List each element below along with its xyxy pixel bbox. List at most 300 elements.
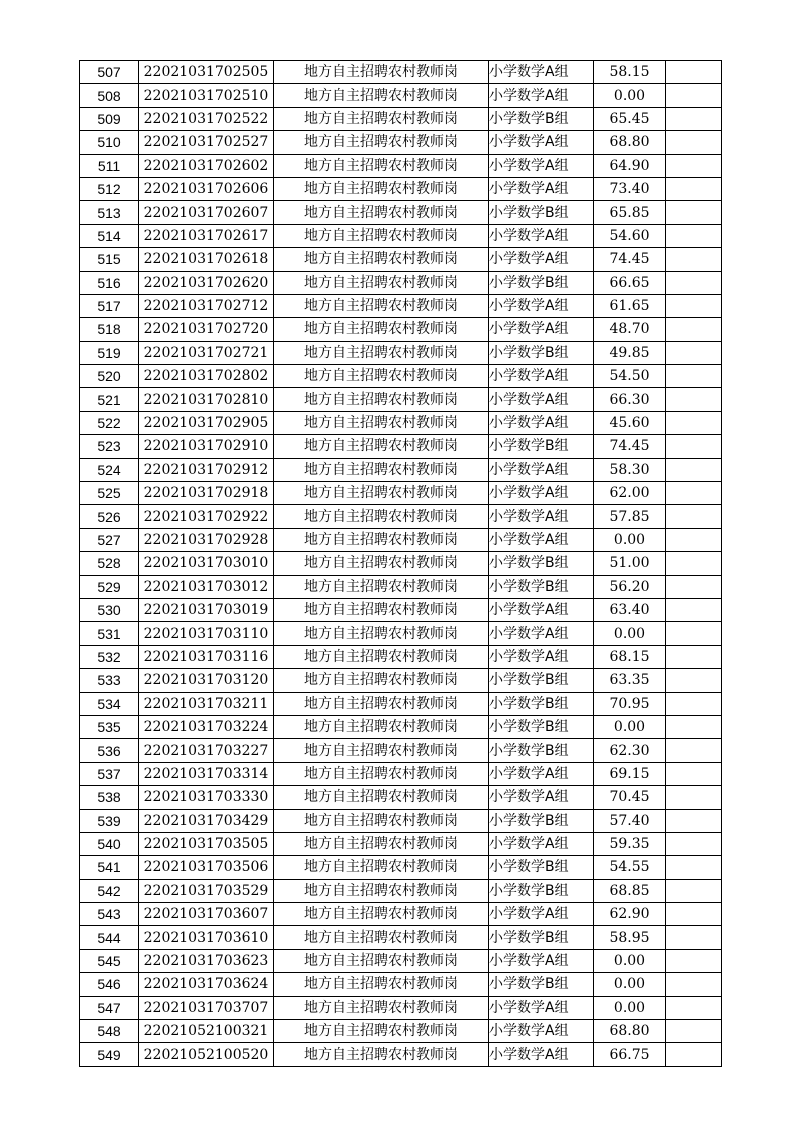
position-cell: 地方自主招聘农村教师岗 <box>274 201 489 224</box>
table-row <box>80 669 722 692</box>
remark-cell <box>666 552 722 575</box>
score-cell: 74.45 <box>594 435 666 458</box>
score-cell: 57.40 <box>594 809 666 832</box>
position-cell: 地方自主招聘农村教师岗 <box>274 1043 489 1066</box>
table-row <box>80 271 722 294</box>
subject-group-cell: 小学数学A组 <box>489 645 594 668</box>
score-cell: 45.60 <box>594 411 666 434</box>
table-row <box>80 645 722 668</box>
remark-cell <box>666 1043 722 1066</box>
exam-id-cell: 22021031703330 <box>139 786 274 809</box>
score-cell: 0.00 <box>594 949 666 972</box>
exam-id-cell: 22021031703116 <box>139 645 274 668</box>
subject-group-cell: 小学数学A组 <box>489 411 594 434</box>
score-cell: 0.00 <box>594 622 666 645</box>
table-row <box>80 832 722 855</box>
score-cell: 58.30 <box>594 458 666 481</box>
position-cell: 地方自主招聘农村教师岗 <box>274 318 489 341</box>
score-cell: 62.00 <box>594 482 666 505</box>
table-row <box>80 131 722 154</box>
subject-group-cell: 小学数学B组 <box>489 715 594 738</box>
score-cell: 66.65 <box>594 271 666 294</box>
table-row <box>80 1020 722 1043</box>
row-number-cell: 520 <box>80 365 139 388</box>
score-cell: 63.40 <box>594 598 666 621</box>
exam-id-cell: 22021052100520 <box>139 1043 274 1066</box>
row-number-cell: 521 <box>80 388 139 411</box>
exam-id-cell: 22021031702712 <box>139 294 274 317</box>
position-cell: 地方自主招聘农村教师岗 <box>274 832 489 855</box>
score-cell: 66.30 <box>594 388 666 411</box>
remark-cell <box>666 177 722 200</box>
remark-cell <box>666 973 722 996</box>
subject-group-cell: 小学数学A组 <box>489 84 594 107</box>
subject-group-cell: 小学数学B组 <box>489 879 594 902</box>
subject-group-cell: 小学数学B组 <box>489 926 594 949</box>
remark-cell <box>666 598 722 621</box>
score-cell: 66.75 <box>594 1043 666 1066</box>
score-table <box>79 60 722 1067</box>
score-cell: 48.70 <box>594 318 666 341</box>
exam-id-cell: 22021031703224 <box>139 715 274 738</box>
position-cell: 地方自主招聘农村教师岗 <box>274 505 489 528</box>
exam-id-cell: 22021031702527 <box>139 131 274 154</box>
row-number-cell: 513 <box>80 201 139 224</box>
row-number-cell: 524 <box>80 458 139 481</box>
position-cell: 地方自主招聘农村教师岗 <box>274 154 489 177</box>
score-cell: 62.30 <box>594 739 666 762</box>
exam-id-cell: 22021031702620 <box>139 271 274 294</box>
subject-group-cell: 小学数学A组 <box>489 622 594 645</box>
exam-id-cell: 22021031702522 <box>139 107 274 130</box>
table-row <box>80 411 722 434</box>
row-number-cell: 529 <box>80 575 139 598</box>
exam-id-cell: 22021031702720 <box>139 318 274 341</box>
score-cell: 73.40 <box>594 177 666 200</box>
table-row <box>80 458 722 481</box>
table-row <box>80 365 722 388</box>
exam-id-cell: 22021031702617 <box>139 224 274 247</box>
exam-id-cell: 22021031702912 <box>139 458 274 481</box>
remark-cell <box>666 388 722 411</box>
exam-id-cell: 22021031702510 <box>139 84 274 107</box>
row-number-cell: 532 <box>80 645 139 668</box>
score-cell: 69.15 <box>594 762 666 785</box>
exam-id-cell: 22021031702922 <box>139 505 274 528</box>
subject-group-cell: 小学数学A组 <box>489 903 594 926</box>
remark-cell <box>666 739 722 762</box>
table-row <box>80 879 722 902</box>
position-cell: 地方自主招聘农村教师岗 <box>274 224 489 247</box>
row-number-cell: 525 <box>80 482 139 505</box>
score-cell: 0.00 <box>594 996 666 1019</box>
subject-group-cell: 小学数学A组 <box>489 482 594 505</box>
row-number-cell: 544 <box>80 926 139 949</box>
remark-cell <box>666 131 722 154</box>
position-cell: 地方自主招聘农村教师岗 <box>274 973 489 996</box>
table-row <box>80 598 722 621</box>
exam-id-cell: 22021031703227 <box>139 739 274 762</box>
position-cell: 地方自主招聘农村教师岗 <box>274 809 489 832</box>
subject-group-cell: 小学数学B组 <box>489 809 594 832</box>
remark-cell <box>666 107 722 130</box>
position-cell: 地方自主招聘农村教师岗 <box>274 715 489 738</box>
row-number-cell: 537 <box>80 762 139 785</box>
table-row <box>80 1043 722 1066</box>
score-cell: 57.85 <box>594 505 666 528</box>
remark-cell <box>666 926 722 949</box>
remark-cell <box>666 786 722 809</box>
row-number-cell: 527 <box>80 528 139 551</box>
exam-id-cell: 22021031702905 <box>139 411 274 434</box>
score-cell: 61.65 <box>594 294 666 317</box>
position-cell: 地方自主招聘农村教师岗 <box>274 552 489 575</box>
score-cell: 54.55 <box>594 856 666 879</box>
subject-group-cell: 小学数学A组 <box>489 832 594 855</box>
row-number-cell: 507 <box>80 61 139 84</box>
row-number-cell: 517 <box>80 294 139 317</box>
position-cell: 地方自主招聘农村教师岗 <box>274 177 489 200</box>
score-cell: 65.85 <box>594 201 666 224</box>
score-cell: 68.15 <box>594 645 666 668</box>
row-number-cell: 516 <box>80 271 139 294</box>
position-cell: 地方自主招聘农村教师岗 <box>274 598 489 621</box>
remark-cell <box>666 201 722 224</box>
table-row <box>80 505 722 528</box>
table-row <box>80 201 722 224</box>
score-cell: 54.60 <box>594 224 666 247</box>
subject-group-cell: 小学数学A组 <box>489 528 594 551</box>
table-row <box>80 739 722 762</box>
score-cell: 62.90 <box>594 903 666 926</box>
score-cell: 68.80 <box>594 131 666 154</box>
position-cell: 地方自主招聘农村教师岗 <box>274 84 489 107</box>
exam-id-cell: 22021031703010 <box>139 552 274 575</box>
row-number-cell: 538 <box>80 786 139 809</box>
position-cell: 地方自主招聘农村教师岗 <box>274 388 489 411</box>
row-number-cell: 515 <box>80 248 139 271</box>
exam-id-cell: 22021031703623 <box>139 949 274 972</box>
remark-cell <box>666 248 722 271</box>
exam-id-cell: 22021031703607 <box>139 903 274 926</box>
table-row <box>80 786 722 809</box>
table-row <box>80 107 722 130</box>
table-row <box>80 926 722 949</box>
score-cell: 49.85 <box>594 341 666 364</box>
score-cell: 0.00 <box>594 973 666 996</box>
subject-group-cell: 小学数学B组 <box>489 692 594 715</box>
exam-id-cell: 22021052100321 <box>139 1020 274 1043</box>
row-number-cell: 549 <box>80 1043 139 1066</box>
exam-id-cell: 22021031703120 <box>139 669 274 692</box>
remark-cell <box>666 715 722 738</box>
exam-id-cell: 22021031702607 <box>139 201 274 224</box>
remark-cell <box>666 294 722 317</box>
position-cell: 地方自主招聘农村教师岗 <box>274 622 489 645</box>
subject-group-cell: 小学数学B组 <box>489 856 594 879</box>
score-cell: 70.95 <box>594 692 666 715</box>
remark-cell <box>666 575 722 598</box>
remark-cell <box>666 271 722 294</box>
remark-cell <box>666 505 722 528</box>
subject-group-cell: 小学数学A组 <box>489 154 594 177</box>
table-row <box>80 154 722 177</box>
subject-group-cell: 小学数学B组 <box>489 107 594 130</box>
subject-group-cell: 小学数学B组 <box>489 341 594 364</box>
position-cell: 地方自主招聘农村教师岗 <box>274 949 489 972</box>
row-number-cell: 533 <box>80 669 139 692</box>
remark-cell <box>666 669 722 692</box>
subject-group-cell: 小学数学A组 <box>489 318 594 341</box>
exam-id-cell: 22021031703529 <box>139 879 274 902</box>
table-row <box>80 318 722 341</box>
subject-group-cell: 小学数学A组 <box>489 248 594 271</box>
table-row <box>80 949 722 972</box>
remark-cell <box>666 318 722 341</box>
exam-id-cell: 22021031703610 <box>139 926 274 949</box>
position-cell: 地方自主招聘农村教师岗 <box>274 692 489 715</box>
position-cell: 地方自主招聘农村教师岗 <box>274 1020 489 1043</box>
position-cell: 地方自主招聘农村教师岗 <box>274 786 489 809</box>
subject-group-cell: 小学数学A组 <box>489 458 594 481</box>
exam-id-cell: 22021031702810 <box>139 388 274 411</box>
position-cell: 地方自主招聘农村教师岗 <box>274 411 489 434</box>
position-cell: 地方自主招聘农村教师岗 <box>274 879 489 902</box>
row-number-cell: 523 <box>80 435 139 458</box>
score-cell: 0.00 <box>594 528 666 551</box>
subject-group-cell: 小学数学A组 <box>489 365 594 388</box>
table-row <box>80 715 722 738</box>
position-cell: 地方自主招聘农村教师岗 <box>274 365 489 388</box>
score-cell: 54.50 <box>594 365 666 388</box>
score-cell: 58.15 <box>594 61 666 84</box>
table-row <box>80 84 722 107</box>
row-number-cell: 534 <box>80 692 139 715</box>
position-cell: 地方自主招聘农村教师岗 <box>274 248 489 271</box>
remark-cell <box>666 154 722 177</box>
exam-id-cell: 22021031702910 <box>139 435 274 458</box>
table-row <box>80 622 722 645</box>
table-row <box>80 552 722 575</box>
remark-cell <box>666 832 722 855</box>
remark-cell <box>666 1020 722 1043</box>
position-cell: 地方自主招聘农村教师岗 <box>274 341 489 364</box>
remark-cell <box>666 84 722 107</box>
remark-cell <box>666 762 722 785</box>
row-number-cell: 541 <box>80 856 139 879</box>
position-cell: 地方自主招聘农村教师岗 <box>274 271 489 294</box>
score-cell: 58.95 <box>594 926 666 949</box>
score-cell: 65.45 <box>594 107 666 130</box>
subject-group-cell: 小学数学A组 <box>489 131 594 154</box>
row-number-cell: 531 <box>80 622 139 645</box>
position-cell: 地方自主招聘农村教师岗 <box>274 61 489 84</box>
table-row <box>80 482 722 505</box>
position-cell: 地方自主招聘农村教师岗 <box>274 458 489 481</box>
score-cell: 56.20 <box>594 575 666 598</box>
table-row <box>80 903 722 926</box>
table-row <box>80 692 722 715</box>
position-cell: 地方自主招聘农村教师岗 <box>274 762 489 785</box>
subject-group-cell: 小学数学A组 <box>489 762 594 785</box>
row-number-cell: 526 <box>80 505 139 528</box>
exam-id-cell: 22021031702618 <box>139 248 274 271</box>
score-cell: 68.85 <box>594 879 666 902</box>
subject-group-cell: 小学数学B组 <box>489 552 594 575</box>
row-number-cell: 535 <box>80 715 139 738</box>
remark-cell <box>666 61 722 84</box>
exam-id-cell: 22021031702802 <box>139 365 274 388</box>
position-cell: 地方自主招聘农村教师岗 <box>274 856 489 879</box>
exam-id-cell: 22021031703506 <box>139 856 274 879</box>
position-cell: 地方自主招聘农村教师岗 <box>274 131 489 154</box>
subject-group-cell: 小学数学B组 <box>489 973 594 996</box>
score-cell: 63.35 <box>594 669 666 692</box>
remark-cell <box>666 622 722 645</box>
position-cell: 地方自主招聘农村教师岗 <box>274 645 489 668</box>
row-number-cell: 511 <box>80 154 139 177</box>
score-cell: 68.80 <box>594 1020 666 1043</box>
table-row <box>80 61 722 84</box>
score-cell: 70.45 <box>594 786 666 809</box>
position-cell: 地方自主招聘农村教师岗 <box>274 435 489 458</box>
row-number-cell: 514 <box>80 224 139 247</box>
exam-id-cell: 22021031703505 <box>139 832 274 855</box>
position-cell: 地方自主招聘农村教师岗 <box>274 903 489 926</box>
score-cell: 64.90 <box>594 154 666 177</box>
row-number-cell: 519 <box>80 341 139 364</box>
exam-id-cell: 22021031703012 <box>139 575 274 598</box>
subject-group-cell: 小学数学A组 <box>489 224 594 247</box>
table-row <box>80 177 722 200</box>
row-number-cell: 536 <box>80 739 139 762</box>
position-cell: 地方自主招聘农村教师岗 <box>274 294 489 317</box>
row-number-cell: 542 <box>80 879 139 902</box>
score-cell: 59.35 <box>594 832 666 855</box>
remark-cell <box>666 856 722 879</box>
table-row <box>80 809 722 832</box>
subject-group-cell: 小学数学A组 <box>489 1020 594 1043</box>
row-number-cell: 547 <box>80 996 139 1019</box>
position-cell: 地方自主招聘农村教师岗 <box>274 107 489 130</box>
exam-id-cell: 22021031702918 <box>139 482 274 505</box>
remark-cell <box>666 341 722 364</box>
remark-cell <box>666 692 722 715</box>
exam-id-cell: 22021031702928 <box>139 528 274 551</box>
subject-group-cell: 小学数学A组 <box>489 996 594 1019</box>
remark-cell <box>666 528 722 551</box>
subject-group-cell: 小学数学B组 <box>489 271 594 294</box>
score-table-body <box>80 61 722 1067</box>
row-number-cell: 539 <box>80 809 139 832</box>
subject-group-cell: 小学数学A组 <box>489 598 594 621</box>
position-cell: 地方自主招聘农村教师岗 <box>274 739 489 762</box>
row-number-cell: 528 <box>80 552 139 575</box>
subject-group-cell: 小学数学A组 <box>489 505 594 528</box>
row-number-cell: 508 <box>80 84 139 107</box>
exam-id-cell: 22021031702505 <box>139 61 274 84</box>
remark-cell <box>666 879 722 902</box>
row-number-cell: 522 <box>80 411 139 434</box>
subject-group-cell: 小学数学B组 <box>489 739 594 762</box>
exam-id-cell: 22021031702602 <box>139 154 274 177</box>
subject-group-cell: 小学数学B组 <box>489 201 594 224</box>
position-cell: 地方自主招聘农村教师岗 <box>274 482 489 505</box>
exam-id-cell: 22021031703624 <box>139 973 274 996</box>
position-cell: 地方自主招聘农村教师岗 <box>274 996 489 1019</box>
score-cell: 74.45 <box>594 248 666 271</box>
row-number-cell: 548 <box>80 1020 139 1043</box>
table-row <box>80 435 722 458</box>
subject-group-cell: 小学数学A组 <box>489 949 594 972</box>
table-row <box>80 996 722 1019</box>
row-number-cell: 512 <box>80 177 139 200</box>
subject-group-cell: 小学数学A组 <box>489 388 594 411</box>
row-number-cell: 510 <box>80 131 139 154</box>
remark-cell <box>666 482 722 505</box>
table-row <box>80 341 722 364</box>
table-row <box>80 224 722 247</box>
remark-cell <box>666 365 722 388</box>
table-row <box>80 248 722 271</box>
table-row <box>80 575 722 598</box>
subject-group-cell: 小学数学B组 <box>489 575 594 598</box>
score-cell: 0.00 <box>594 715 666 738</box>
row-number-cell: 540 <box>80 832 139 855</box>
subject-group-cell: 小学数学A组 <box>489 1043 594 1066</box>
row-number-cell: 530 <box>80 598 139 621</box>
subject-group-cell: 小学数学A组 <box>489 786 594 809</box>
row-number-cell: 546 <box>80 973 139 996</box>
position-cell: 地方自主招聘农村教师岗 <box>274 575 489 598</box>
exam-id-cell: 22021031702721 <box>139 341 274 364</box>
subject-group-cell: 小学数学A组 <box>489 61 594 84</box>
exam-id-cell: 22021031703211 <box>139 692 274 715</box>
subject-group-cell: 小学数学B组 <box>489 435 594 458</box>
exam-id-cell: 22021031703314 <box>139 762 274 785</box>
table-row <box>80 388 722 411</box>
row-number-cell: 545 <box>80 949 139 972</box>
score-cell: 0.00 <box>594 84 666 107</box>
row-number-cell: 543 <box>80 903 139 926</box>
remark-cell <box>666 949 722 972</box>
subject-group-cell: 小学数学A组 <box>489 177 594 200</box>
table-row <box>80 528 722 551</box>
subject-group-cell: 小学数学A组 <box>489 294 594 317</box>
table-row <box>80 294 722 317</box>
remark-cell <box>666 224 722 247</box>
table-row <box>80 856 722 879</box>
position-cell: 地方自主招聘农村教师岗 <box>274 669 489 692</box>
row-number-cell: 518 <box>80 318 139 341</box>
remark-cell <box>666 903 722 926</box>
score-cell: 51.00 <box>594 552 666 575</box>
exam-id-cell: 22021031703110 <box>139 622 274 645</box>
exam-id-cell: 22021031703429 <box>139 809 274 832</box>
exam-id-cell: 22021031702606 <box>139 177 274 200</box>
subject-group-cell: 小学数学B组 <box>489 669 594 692</box>
exam-id-cell: 22021031703707 <box>139 996 274 1019</box>
remark-cell <box>666 411 722 434</box>
position-cell: 地方自主招聘农村教师岗 <box>274 528 489 551</box>
table-row <box>80 973 722 996</box>
position-cell: 地方自主招聘农村教师岗 <box>274 926 489 949</box>
remark-cell <box>666 435 722 458</box>
remark-cell <box>666 458 722 481</box>
exam-id-cell: 22021031703019 <box>139 598 274 621</box>
remark-cell <box>666 996 722 1019</box>
remark-cell <box>666 809 722 832</box>
